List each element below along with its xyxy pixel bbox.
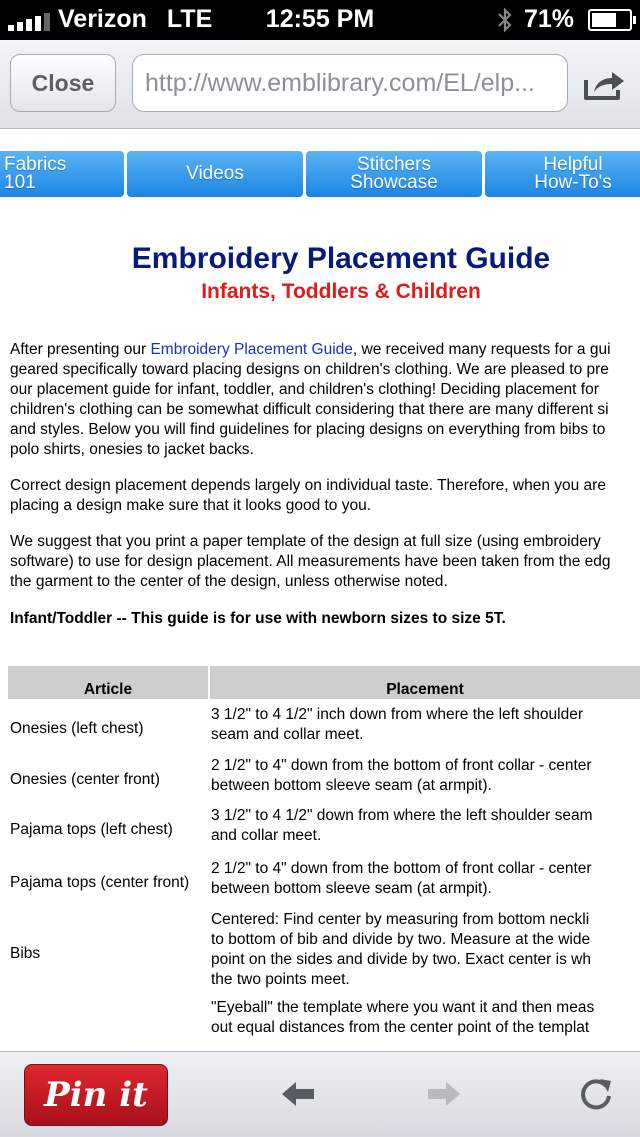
url-text: http://www.emblibrary.com/EL/elp...	[145, 68, 535, 97]
nav-helpful-how-tos[interactable]: Helpful How-To's	[485, 151, 640, 197]
template-paragraph: We suggest that you print a paper template of the design at full size (using embroidery software) to use for design placement. All measurements have been taken from the edg the garment to the center of the design, unless otherwise noted.	[10, 533, 611, 590]
placement-line: 3 1/2" to 4 1/2" inch down from where the left shoulder	[210, 706, 584, 723]
network-type: LTE	[166, 5, 213, 33]
site-nav	[0, 151, 640, 197]
taste-paragraph: Correct design placement depends largely on individual taste. Therefore, when you are placing a design make sure that it looks good to you.	[10, 477, 606, 514]
placement-cell	[209, 801, 640, 851]
web-content[interactable]	[0, 129, 640, 1051]
table-row	[8, 751, 640, 801]
pin-it-button[interactable]: Pin it	[24, 1064, 168, 1126]
header-placement: Placement	[209, 666, 640, 699]
page-subtitle: Infants, Toddlers & Children	[201, 280, 481, 303]
close-button[interactable]: Close	[10, 54, 116, 112]
table-row	[8, 993, 640, 1043]
infant-heading: Infant/Toddler -- This guide is for use with newborn sizes to size 5T.	[10, 610, 506, 627]
browser-bottom-bar	[0, 1051, 640, 1137]
intro-paragraph: After presenting our Embroidery Placement Guide, we received many requests for a gui geared specifically toward placing designs on children's clothing. We are pleased to pre our placement guide for infant, toddler, and children's clothing! Deciding placement for children's clothing can be somewhat difficult considering that there are many different si and styles. Below you will find guidelines for placing designs on everything from bibs to polo shirts, onesies to jacket backs.	[10, 341, 611, 458]
placement-cell	[209, 906, 640, 993]
status-right	[496, 5, 632, 34]
header-article: Article	[8, 666, 209, 699]
placement-line: to bottom of bib and divide by two. Measure at the wide	[210, 930, 591, 948]
browser-toolbar	[0, 40, 640, 129]
forward-arrow-icon[interactable]	[424, 1076, 464, 1112]
article-cell: Pajama tops (center front)	[10, 873, 190, 891]
table-row	[8, 801, 640, 851]
nav-fabrics-101[interactable]: Fabrics 101	[0, 151, 124, 197]
carrier-name: Verizon	[58, 5, 147, 33]
table-row	[8, 906, 640, 993]
article-cell: Bibs	[10, 944, 41, 962]
back-arrow-icon[interactable]	[278, 1076, 318, 1112]
article-cell: Pajama tops (left chest)	[10, 821, 173, 838]
placement-cell	[209, 751, 640, 801]
url-field[interactable]	[132, 54, 568, 112]
placement-line: seam and collar meet.	[210, 726, 364, 743]
nav-videos[interactable]: Videos	[127, 151, 303, 197]
placement-cell	[209, 699, 640, 751]
placement-cell	[209, 851, 640, 906]
placement-line: between bottom sleeve seam (at armpit).	[210, 777, 492, 794]
reload-icon[interactable]	[576, 1076, 616, 1112]
share-icon[interactable]	[582, 66, 626, 102]
placement-line: "Eyeball" the template where you want it and then meas	[210, 999, 595, 1016]
status-bar	[0, 0, 640, 40]
article-cell: Onesies (left chest)	[10, 720, 144, 737]
article-cell	[8, 993, 209, 1043]
battery-fill	[592, 13, 616, 27]
battery-percent: 71%	[523, 5, 574, 33]
table-row	[8, 851, 640, 906]
placement-line: between bottom sleeve seam (at armpit).	[210, 879, 492, 897]
placement-guide-link[interactable]: Embroidery Placement Guide	[150, 341, 353, 358]
placement-line: and collar meet.	[210, 827, 322, 844]
placement-cell	[209, 993, 640, 1043]
page-title: Embroidery Placement Guide	[131, 242, 551, 275]
placement-table	[8, 666, 640, 1043]
placement-line: point on the sides and divide by two. Exact center is wh	[210, 950, 591, 968]
article-cell: Onesies (center front)	[10, 771, 160, 788]
placement-line: out equal distances from the center point of the templat	[210, 1019, 590, 1036]
table-header-row	[8, 666, 640, 699]
table-row	[8, 699, 640, 751]
clock: 12:55 PM	[265, 5, 375, 33]
placement-line: 2 1/2" to 4" down from the bottom of front collar - center	[210, 757, 592, 774]
battery-icon	[588, 9, 632, 31]
nav-stitchers-showcase[interactable]: Stitchers Showcase	[306, 151, 482, 197]
placement-line: Centered: Find center by measuring from bottom neckli	[210, 910, 590, 928]
placement-line: the two points meet.	[210, 970, 350, 988]
bluetooth-icon	[496, 6, 514, 34]
placement-line: 2 1/2" to 4" down from the bottom of front collar - center	[210, 859, 592, 877]
placement-line: 3 1/2" to 4 1/2" down from where the left shoulder seam	[210, 807, 593, 824]
